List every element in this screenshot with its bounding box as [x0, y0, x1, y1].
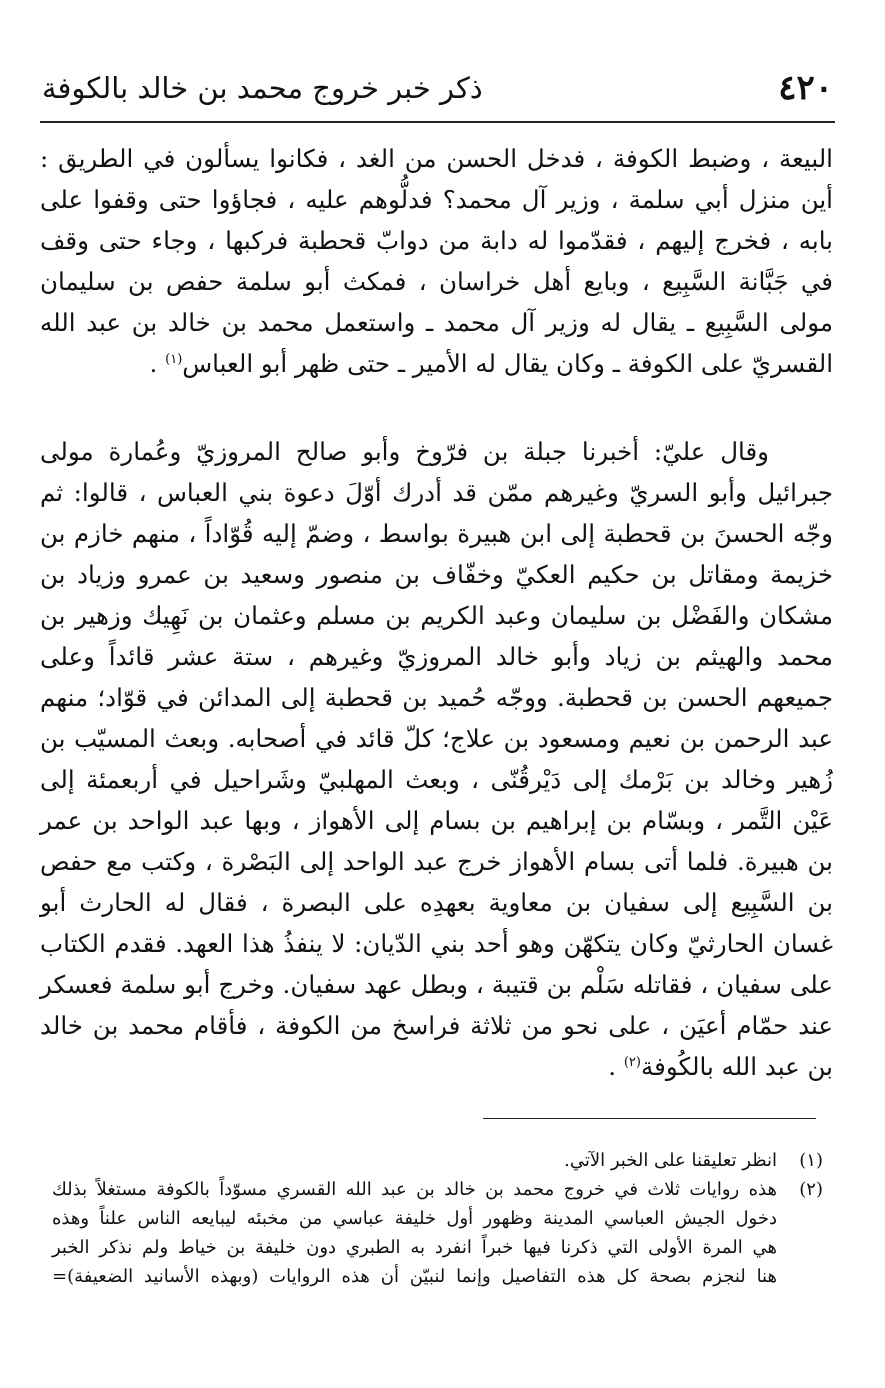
paragraph-2	[40, 431, 833, 1087]
footnote-text	[52, 1146, 777, 1175]
footnote-line: انظر تعليقنا على الخبر الآتي.	[564, 1150, 777, 1171]
page-number: ٤٢٠	[778, 68, 833, 108]
footnote-number: (٢)	[799, 1179, 823, 1200]
header-rule	[40, 121, 835, 123]
footnotes	[52, 1146, 823, 1291]
footnote-line: هنا لنجزم بصحة كل هذه التفاصيل وإنما لنبيّن أن هذه الروايات (وبهذه الأسانيد الضعيفة)=	[52, 1266, 777, 1287]
footnote-1	[52, 1146, 823, 1175]
footnote-ref-2[interactable]: (٢)	[623, 1054, 641, 1070]
running-title: ذكر خبر خروج محمد بن خالد بالكوفة	[42, 71, 483, 105]
paragraph-1-text: البيعة ، وضبط الكوفة ، فدخل الحسن من الغد ، فكانوا يسألون في الطريق : أين منزل أبي سلمة ، وزير آل محمد؟ فدلُّوهم عليه ، فجاؤوا حتى وقفوا على بابه ، فخرج إليهم ، فقدّموا له دابة من دوابّ قحطبة فركبها ، وجاء حتى وقف في جَبَّانة السَّبِيع ، وبايع أهل خراسان ، فمكث أبو سلمة حفص بن سليمان مولى السَّبِيع ـ يقال له وزير آل محمد ـ واستعمل محمد بن خالد بن عبد الله القسريّ على الكوفة ـ وكان يقال له الأمير ـ حتى ظهر أبو العباس	[40, 144, 833, 378]
footnote-line: هي المرة الأولى التي ذكرنا فيها خبراً انفرد به الطبري دون خليفة بن خياط ولم نذكر الخبر	[52, 1237, 777, 1258]
paragraph-1-end: .	[149, 349, 166, 378]
footnote-text	[52, 1175, 777, 1291]
paragraph-2-text: وقال عليّ: أخبرنا جبلة بن فرّوخ وأبو صالح المروزيّ وعُمارة مولى جبرائيل وأبو السريّ وغيرهم ممّن قد أدرك أوّلَ دعوة بني العباس ، قالوا: ثم وجّه الحسنَ بن قحطبة إلى ابن هبيرة بواسط ، وضمّ إليه قُوّاداً ، منهم خازم بن خزيمة ومقاتل بن حكيم العكيّ وخفّاف بن منصور وسعيد بن عمرو وزياد بن مشكان والفَضْل بن سليمان وعبد الكريم بن مسلم وعثمان بن نَهِيك وزهير بن محمد والهيثم بن زياد وأبو خالد المروزيّ وغيرهم ، ستة عشر قائداً وعلى جميعهم الحسن بن قحطبة. ووجّه حُميد بن قحطبة إلى المدائن في قوّاد؛ منهم عبد الرحمن بن نعيم ومسعود بن علاج؛ كلّ قائد في أصحابه. وبعث المسيّب بن زُهير وخالد بن بَرْمك إلى دَيْرقُنّى ، وبعث المهلبيّ وشَراحيل في أربعمئة إلى عَيْن التَّمر ، وبسّام بن إبراهيم بن بسام إلى الأهواز ، وبها عبد الواحد بن عمر بن هبيرة. فلما أتى بسام الأهواز خرج عبد الواحد إلى البَصْرة ، وكتب مع حفص بن السَّبِيع إلى سفيان بن معاوية بعهدِه على البصرة ، فقال له الحارث أبو غسان الحارثيّ وكان يتكهّن وهو أحد بني الدّيان: لا ينفذُ هذا العهد. فقدم الكتاب على سفيان ، فقاتله سَلْم بن قتيبة ، وبطل عهد سفيان. وخرج أبو سلمة فعسكر عند حمّام أعيَن ، على نحو من ثلاثة فراسخ من الكوفة ، فأقام محمد بن خالد بن عبد الله بالكُوفة	[40, 437, 833, 1081]
paragraph-2-end: .	[608, 1052, 624, 1081]
footnote-ref-1[interactable]: (١)	[165, 351, 183, 367]
paragraph-1	[40, 138, 833, 384]
page-header	[42, 58, 833, 118]
footnote-line: هذه روايات ثلاث في خروج محمد بن خالد بن عبد الله القسري مسوّداً بالكوفة مستغلاً بذلك	[52, 1179, 777, 1200]
footnote-number: (١)	[799, 1150, 823, 1171]
footnote-line: دخول الجيش العباسي المدينة وظهور أول خليفة عباسي من مخبئه ليبايعه الناس علناً وهذه	[52, 1208, 777, 1229]
footnote-2	[52, 1175, 823, 1291]
footnote-rule	[483, 1118, 816, 1119]
